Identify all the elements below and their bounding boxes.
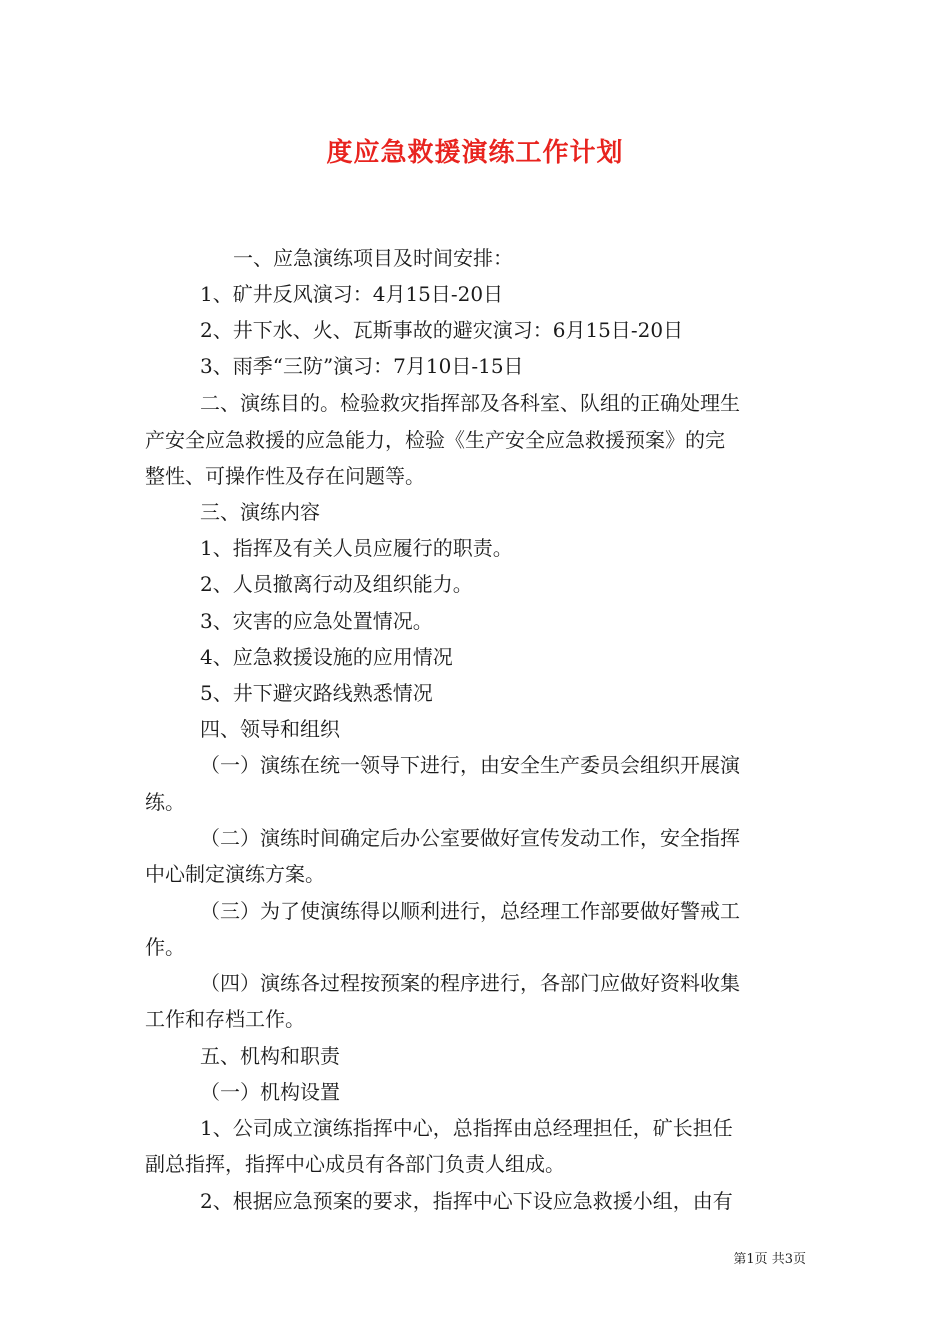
line-23: 五、机构和职责 xyxy=(200,1044,340,1068)
line-6: 产安全应急救援的应急能力，检验《生产安全应急救援预案》的完 xyxy=(145,428,725,452)
line-8: 三、演练内容 xyxy=(200,500,320,524)
line-17: （二）演练时间确定后办公室要做好宣传发动工作，安全指挥 xyxy=(200,826,740,850)
line-20: 作。 xyxy=(145,935,185,959)
line-2: 1、矿井反风演习：4月15日-20日 xyxy=(200,282,504,306)
line-9: 1、指挥及有关人员应履行的职责。 xyxy=(200,536,513,560)
line-27: 2、根据应急预案的要求，指挥中心下设应急救援小组，由有 xyxy=(200,1189,733,1213)
line-19: （三）为了使演练得以顺利进行，总经理工作部要做好警戒工 xyxy=(200,899,740,923)
line-12: 4、应急救援设施的应用情况 xyxy=(200,645,453,669)
line-10: 2、人员撤离行动及组织能力。 xyxy=(200,572,473,596)
line-3: 2、井下水、火、瓦斯事故的避灾演习：6月15日-20日 xyxy=(200,318,684,342)
line-24: （一）机构设置 xyxy=(200,1080,340,1104)
line-7: 整性、可操作性及存在问题等。 xyxy=(145,464,425,488)
line-4: 3、雨季“三防”演习：7月10日-15日 xyxy=(200,354,524,378)
page-number: 第1页 共3页 xyxy=(733,1252,806,1267)
line-13: 5、井下避灾路线熟悉情况 xyxy=(200,681,433,705)
document-title: 度应急救援演练工作计划 xyxy=(326,138,624,168)
line-16: 练。 xyxy=(145,790,185,814)
line-5: 二、演练目的。检验救灾指挥部及各科室、队组的正确处理生 xyxy=(200,391,740,415)
line-25: 1、公司成立演练指挥中心，总指挥由总经理担任，矿长担任 xyxy=(200,1116,733,1140)
line-26: 副总指挥，指挥中心成员有各部门负责人组成。 xyxy=(145,1152,565,1176)
line-1: 一、应急演练项目及时间安排： xyxy=(233,246,513,270)
line-18: 中心制定演练方案。 xyxy=(145,862,325,886)
line-11: 3、灾害的应急处置情况。 xyxy=(200,609,433,633)
line-15: （一）演练在统一领导下进行，由安全生产委员会组织开展演 xyxy=(200,753,740,777)
line-22: 工作和存档工作。 xyxy=(145,1007,305,1031)
line-21: （四）演练各过程按预案的程序进行，各部门应做好资料收集 xyxy=(200,971,740,995)
line-14: 四、领导和组织 xyxy=(200,717,340,741)
